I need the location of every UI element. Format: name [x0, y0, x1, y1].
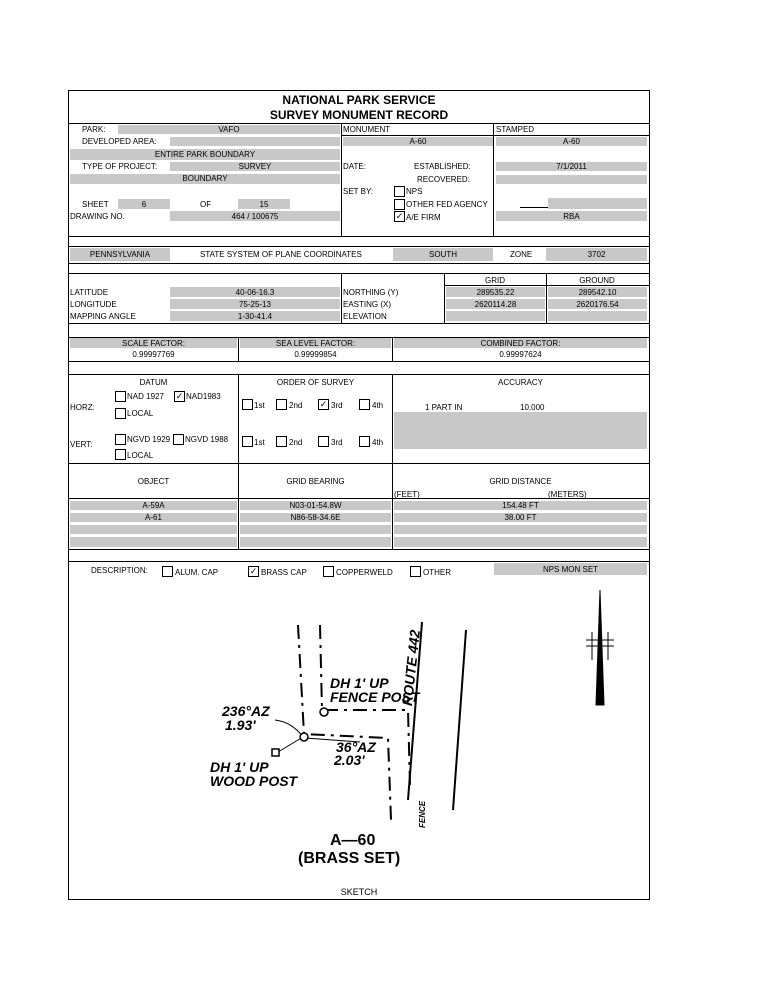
sea-level-factor-label: SEA LEVEL FACTOR:	[275, 339, 356, 348]
fence-post-label1: DH 1' UP	[330, 675, 389, 691]
route-label: ROUTE 442	[399, 629, 423, 707]
wood-post-marker	[272, 749, 279, 756]
scale-factor-value: 0.99997769	[132, 350, 175, 359]
vert-order-4th-label: 4th	[372, 438, 384, 447]
established-value: 7/1/2011	[556, 162, 587, 171]
zone-name-value: SOUTH	[429, 250, 457, 259]
monument-sketch-label2: (BRASS SET)	[298, 850, 401, 867]
object-col-header: OBJECT	[137, 477, 170, 486]
north-arrow-icon	[586, 590, 614, 705]
description-label: DESCRIPTION:	[91, 566, 148, 575]
accuracy-part-label: 1 PART IN	[425, 403, 463, 412]
mapping-angle-value: 1-30-41.4	[237, 312, 273, 321]
form-title: NATIONAL PARK SERVICE	[282, 93, 436, 107]
project-type-value2: BOUNDARY	[182, 174, 228, 183]
datum-label: DATUM	[139, 378, 168, 387]
horz-order-4th-label: 4th	[372, 401, 384, 410]
park-label: PARK:	[82, 125, 106, 134]
brass-cap-checkbox[interactable]: ✓	[249, 566, 258, 576]
drawing-no-value: 464 / 100675	[231, 212, 279, 221]
ngvd1929-label: NGVD 1929	[127, 435, 171, 444]
developed-area-label: DEVELOPED AREA:	[82, 137, 157, 146]
stamped-value: A-60	[563, 137, 580, 146]
ae-firm-checkbox[interactable]: ✓	[395, 211, 404, 221]
distance-col-header: GRID DISTANCE	[489, 477, 552, 486]
zone-value: 3702	[587, 250, 606, 259]
northing-grid: 289535.22	[476, 288, 515, 297]
latitude-label: LATITUDE	[70, 288, 109, 297]
ground-label: GROUND	[579, 276, 615, 285]
table-row-object: A-61	[145, 513, 162, 522]
monument-value: A-60	[409, 137, 427, 146]
project-type-label: TYPE OF PROJECT:	[82, 162, 158, 171]
order-survey-label: ORDER OF SURVEY	[276, 378, 355, 387]
ae-firm-label: A/E FIRM	[406, 213, 441, 222]
horz-local-label: LOCAL	[127, 409, 154, 418]
easting-ground: 2620176.54	[576, 300, 619, 309]
stamped-label: STAMPED	[496, 125, 535, 134]
copperweld-label: COPPERWELD	[336, 568, 393, 577]
table-row-bearing: N03-01-54.8W	[289, 501, 342, 510]
grid-label: GRID	[485, 276, 505, 285]
latitude-value: 40-06-16.3	[235, 288, 275, 297]
scale-factor-label: SCALE FACTOR:	[122, 339, 185, 348]
combined-factor-label: COMBINED FACTOR:	[480, 339, 561, 348]
vert-order-1st-label: 1st	[254, 438, 265, 447]
set-by-label: SET BY:	[343, 187, 374, 196]
project-type-value: SURVEY	[238, 162, 272, 171]
fence-post-label2: FENCE POST	[330, 689, 420, 705]
longitude-value: 75-25-13	[238, 300, 272, 309]
table-row-bearing: N86-58-34.6E	[290, 513, 341, 522]
nad1983-checkbox[interactable]: ✓	[175, 391, 184, 401]
coord-system-label: STATE SYSTEM OF PLANE COORDINATES	[200, 250, 362, 259]
brass-cap-label: BRASS CAP	[261, 568, 307, 577]
wood-post-label2: WOOD POST	[210, 773, 298, 789]
wood-post-label1: DH 1' UP	[210, 759, 269, 775]
easting-label: EASTING (X)	[343, 300, 392, 309]
form-subtitle: SURVEY MONUMENT RECORD	[269, 108, 449, 122]
vert-label: VERT:	[70, 440, 93, 449]
developed-area-value: ENTIRE PARK BOUNDARY	[154, 150, 256, 159]
horz-order-2nd-label: 2nd	[289, 401, 303, 410]
fence-label: FENCE	[418, 800, 427, 828]
other-label: OTHER	[423, 568, 451, 577]
state-value: PENNSYLVANIA	[89, 250, 151, 259]
other-fed-label: OTHER FED AGENCY	[406, 200, 488, 209]
nad1927-label: NAD 1927	[127, 392, 164, 401]
ae-firm-name: RBA	[563, 212, 580, 221]
sheet-of-label: OF	[200, 200, 212, 209]
meters-label: (METERS)	[548, 490, 587, 499]
sketch-label: SKETCH	[340, 887, 378, 897]
feet-label: (FEET)	[394, 490, 420, 499]
bearing-col-header: GRID BEARING	[286, 477, 345, 486]
mapping-angle-label: MAPPING ANGLE	[70, 312, 136, 321]
table-row-object: A-59A	[142, 501, 165, 510]
azimuth2-label: 36°AZ	[336, 739, 376, 755]
horz-order-1st-label: 1st	[254, 401, 265, 410]
horz-order-3rd-label: 3rd	[331, 401, 343, 410]
table-row-distance: 154.48 FT	[502, 501, 539, 510]
vert-order-3rd-label: 3rd	[331, 438, 343, 447]
sheet-value: 6	[141, 200, 147, 209]
monument-sketch-label1: A—60	[330, 832, 376, 849]
zone-label: ZONE	[510, 250, 533, 259]
table-row-distance: 38.00 FT	[504, 513, 537, 522]
established-label: ESTABLISHED:	[414, 162, 471, 171]
accuracy-value: 10,000	[520, 403, 545, 412]
sea-level-factor-value: 0.99999854	[294, 350, 337, 359]
sheet-of-value: 15	[259, 200, 269, 209]
longitude-label: LONGITUDE	[70, 300, 117, 309]
park-value: VAFO	[218, 125, 240, 134]
vert-local-label: LOCAL	[127, 451, 154, 460]
northing-ground: 289542.10	[578, 288, 617, 297]
vert-order-2nd-label: 2nd	[289, 438, 303, 447]
nad1983-label: NAD1983	[186, 392, 221, 401]
alum-cap-label: ALUM. CAP	[175, 568, 219, 577]
monument-label: MONUMENT	[343, 125, 391, 134]
azimuth1-label: 236°AZ	[222, 703, 270, 719]
nps-label: NPS	[406, 187, 423, 196]
ngvd1988-label: NGVD 1988	[185, 435, 229, 444]
horz-label: HORZ:	[70, 403, 95, 412]
distance1-label: 1.93'	[225, 717, 256, 733]
combined-factor-value: 0.99997624	[499, 350, 542, 359]
recovered-label: RECOVERED:	[417, 175, 470, 184]
monument-marker	[300, 733, 308, 741]
northing-label: NORTHING (Y)	[343, 288, 399, 297]
sheet-label: SHEET	[82, 200, 109, 209]
elevation-label: ELEVATION	[343, 312, 387, 321]
accuracy-label: ACCURACY	[498, 378, 543, 387]
date-label: DATE:	[343, 162, 366, 171]
nps-mon-set: NPS MON SET	[542, 565, 599, 574]
fence-post-marker	[320, 708, 328, 716]
horz-order-3rd-checkbox[interactable]: ✓	[319, 399, 328, 409]
drawing-no-label: DRAWING NO.	[70, 212, 125, 221]
easting-grid: 2620114.28	[474, 300, 517, 309]
distance2-label: 2.03'	[334, 752, 365, 768]
